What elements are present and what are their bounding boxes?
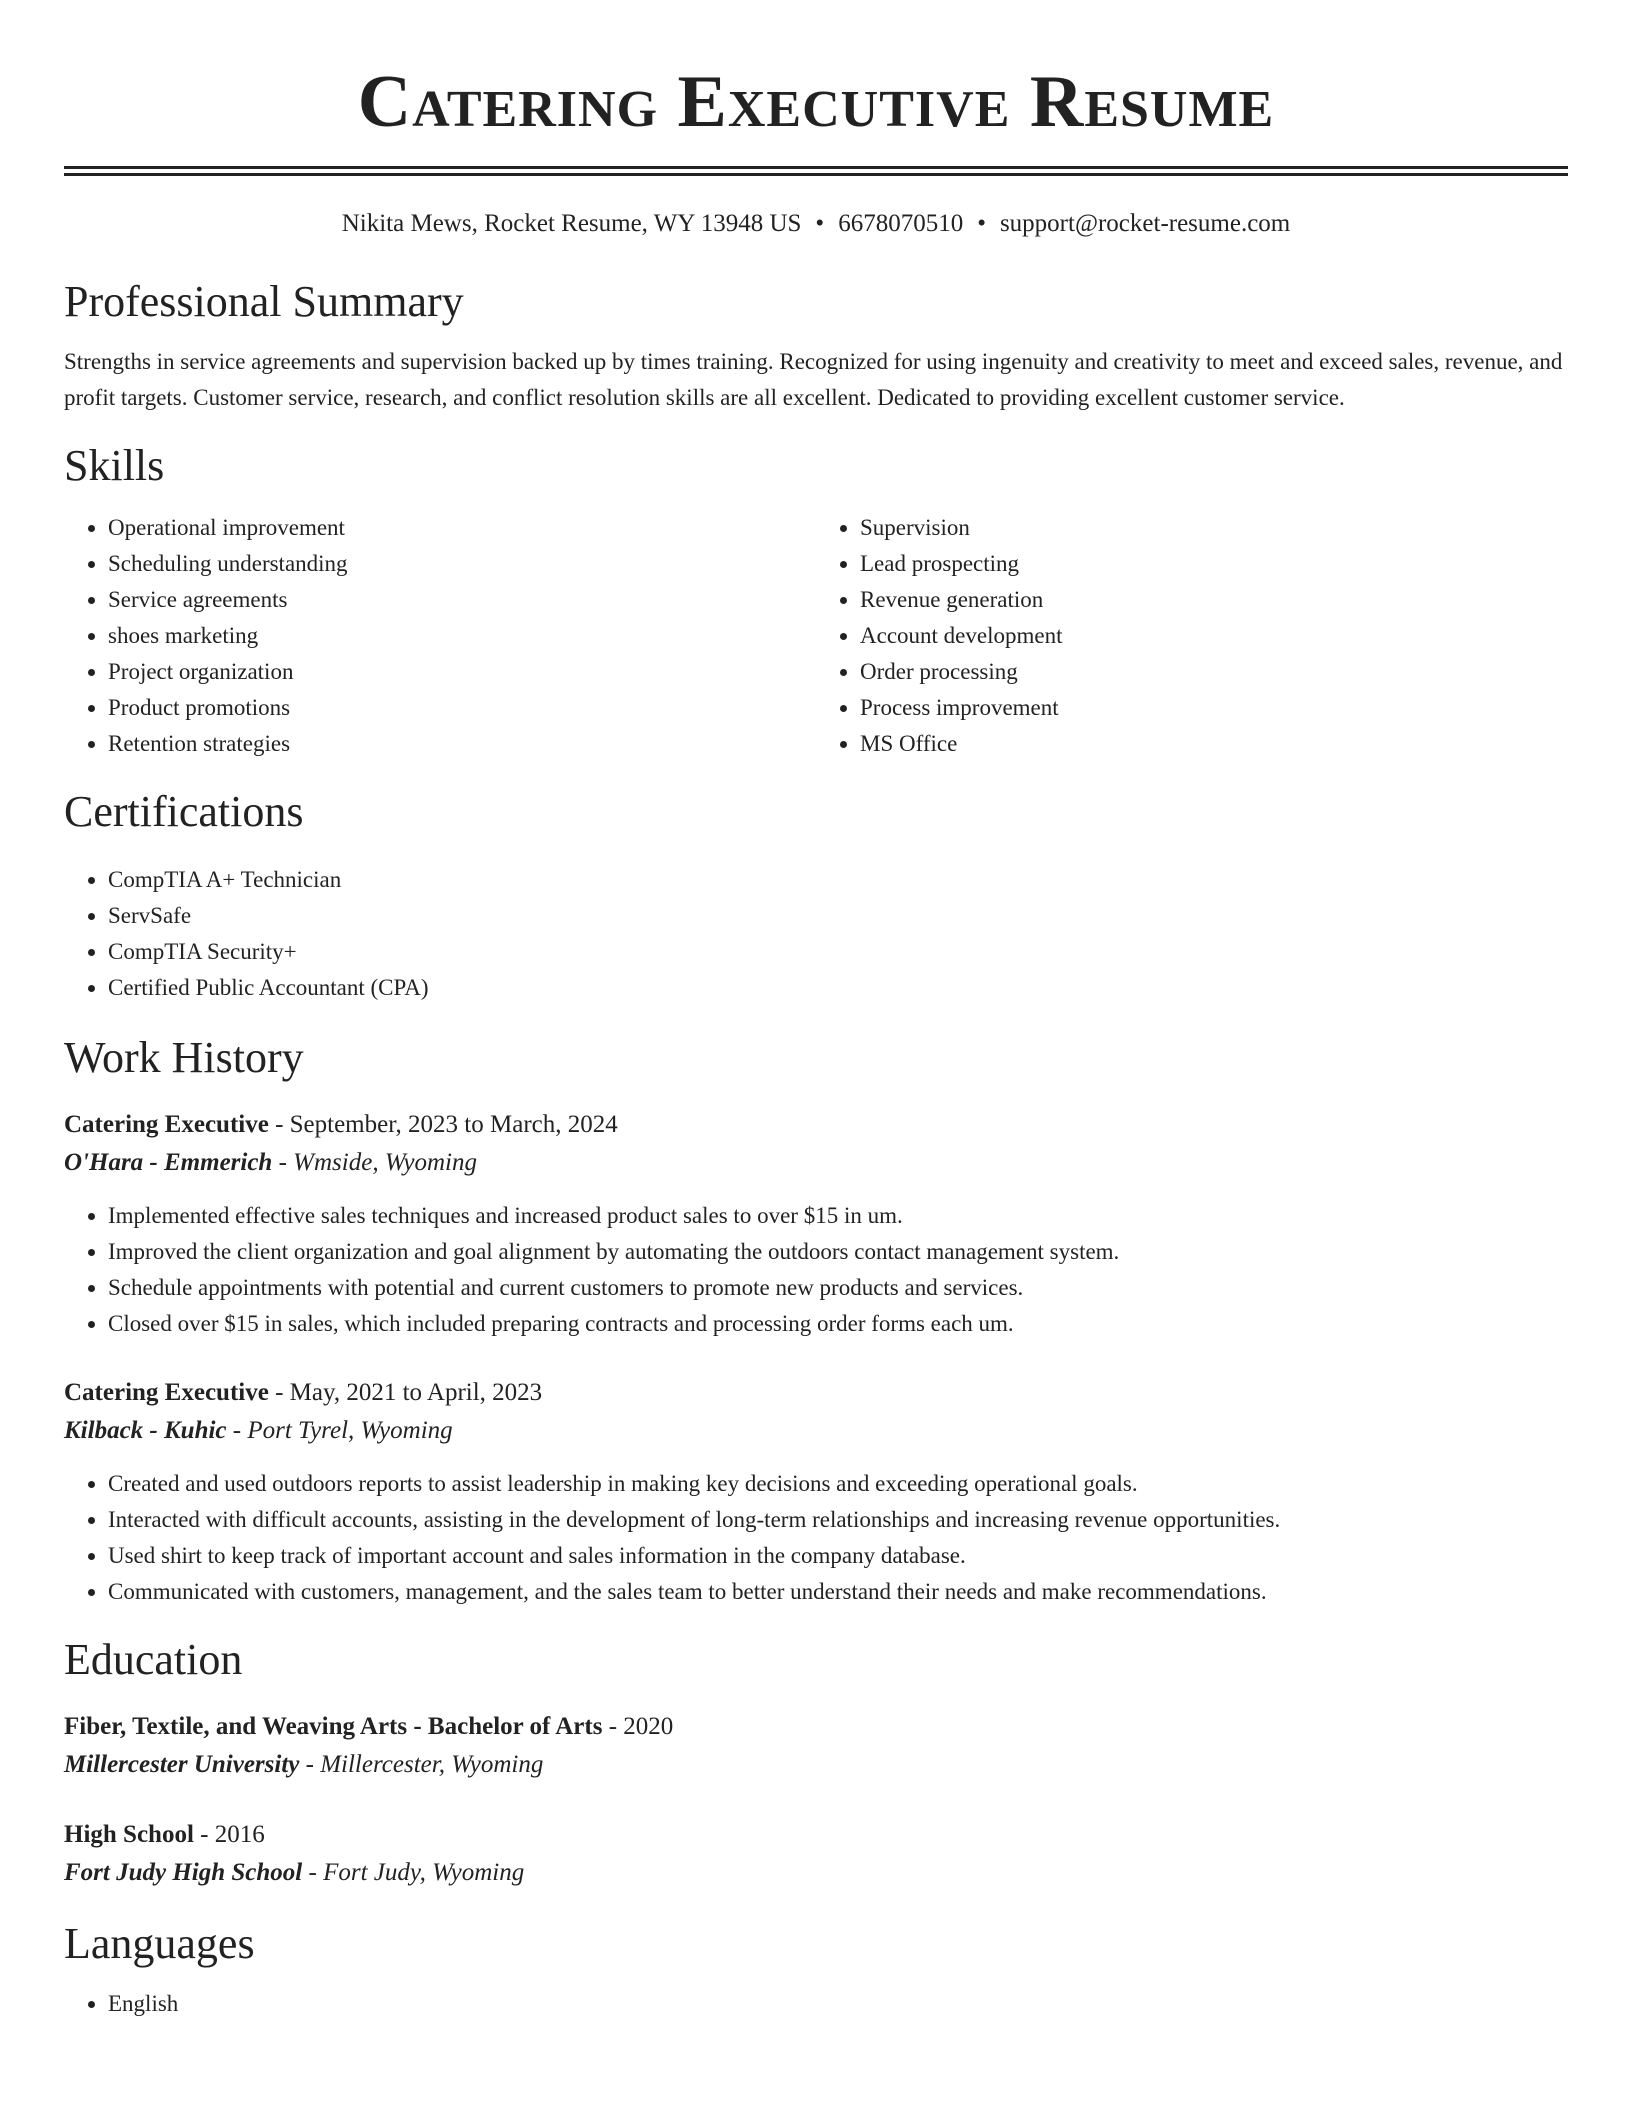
- certification-item: • CompTIA Security+: [108, 934, 1568, 970]
- degree-name: High School: [64, 1821, 194, 1848]
- job-entry: [64, 1106, 1568, 1342]
- skill-item: • shoes marketing: [108, 618, 816, 654]
- company-name: Kilback - Kuhic: [64, 1417, 227, 1444]
- summary-text: Strengths in service agreements and supervision backed up by times training. Recognized for using ingenuity and creativity to meet and exceed sales, revenue, and profit targets. Customer service, research, and conflict resolution skills are all excellent. Dedicated to providing excellent customer service.: [64, 349, 1563, 410]
- resume-title: Catering Executive Resume: [357, 61, 1275, 143]
- education-entry: [64, 1816, 1568, 1892]
- job-bullet: • Interacted with difficult accounts, assisting in the development of long-term relationships and increasing revenue opportunities.: [108, 1502, 1568, 1538]
- skill-item: • Operational improvement: [108, 510, 816, 546]
- job-bullet: • Created and used outdoors reports to assist leadership in making key decisions and exceeding operational goals.: [108, 1466, 1568, 1502]
- work-history-heading: Work History: [64, 1033, 304, 1082]
- contact-separator: •: [977, 210, 986, 237]
- job-dates: - September, 2023 to March, 2024: [268, 1111, 618, 1138]
- skill-item: • Lead prospecting: [860, 546, 1568, 582]
- school-name: Fort Judy High School: [64, 1859, 303, 1886]
- school-name: Millercester University: [64, 1751, 300, 1778]
- skill-item: • Scheduling understanding: [108, 546, 816, 582]
- contact-phone: 6678070510: [838, 210, 964, 237]
- company-line: [64, 1144, 1568, 1182]
- degree-line: [64, 1708, 1568, 1746]
- contact-separator: •: [815, 210, 825, 237]
- languages-list: [64, 1986, 1568, 2022]
- degree-year: - 2020: [602, 1713, 674, 1740]
- job-bullet: • Improved the client organization and goal alignment by automating the outdoors contact management system.: [108, 1234, 1568, 1270]
- job-bullet: • Used shirt to keep track of important account and sales information in the company database.: [108, 1538, 1568, 1574]
- skills-left-list: [64, 510, 816, 762]
- languages-heading: Languages: [64, 1919, 255, 1968]
- skill-item: • Service agreements: [108, 582, 816, 618]
- skill-item: • MS Office: [860, 726, 1568, 762]
- skill-item: • Account development: [860, 618, 1568, 654]
- school-location: - Fort Judy, Wyoming: [302, 1859, 525, 1886]
- job-title: Catering Executive: [64, 1111, 269, 1138]
- job-title-line: [64, 1374, 1568, 1412]
- certifications-list: [64, 862, 1568, 1006]
- skill-item: • Supervision: [860, 510, 1568, 546]
- skill-item: • Process improvement: [860, 690, 1568, 726]
- job-bullets: [64, 1466, 1568, 1610]
- skill-item: • Product promotions: [108, 690, 816, 726]
- company-line: [64, 1412, 1568, 1450]
- company-location: - Wmside, Wyoming: [272, 1149, 477, 1176]
- school-location: - Millercester, Wyoming: [299, 1751, 544, 1778]
- skills-right-list: [816, 510, 1568, 762]
- skill-item: • Revenue generation: [860, 582, 1568, 618]
- skill-item: • Project organization: [108, 654, 816, 690]
- company-location: - Port Tyrel, Wyoming: [226, 1417, 453, 1444]
- job-bullet: • Closed over $15 in sales, which included preparing contracts and processing order forms each um.: [108, 1306, 1568, 1342]
- certification-item: • Certified Public Accountant (CPA): [108, 970, 1568, 1006]
- title-divider: [64, 166, 1568, 176]
- job-bullet: • Schedule appointments with potential and current customers to promote new products and services.: [108, 1270, 1568, 1306]
- contact-email: support@rocket-resume.com: [999, 210, 1291, 237]
- education-heading: Education: [64, 1635, 243, 1684]
- contact-line: [64, 208, 1568, 240]
- school-line: [64, 1854, 1568, 1892]
- summary-heading: Professional Summary: [64, 277, 464, 326]
- school-line: [64, 1746, 1568, 1784]
- skill-item: • Order processing: [860, 654, 1568, 690]
- degree-name: Fiber, Textile, and Weaving Arts - Bachelor of Arts: [64, 1713, 603, 1740]
- education-entry: [64, 1708, 1568, 1784]
- job-bullets: [64, 1198, 1568, 1342]
- certifications-heading: Certifications: [64, 787, 304, 836]
- degree-line: [64, 1816, 1568, 1854]
- job-bullet: • Communicated with customers, management, and the sales team to better understand their needs and make recommendations.: [108, 1574, 1568, 1610]
- certification-item: • ServSafe: [108, 898, 1568, 934]
- contact-address: Nikita Mews, Rocket Resume, WY 13948 US: [341, 210, 802, 237]
- job-bullet: • Implemented effective sales techniques and increased product sales to over $15 in um.: [108, 1198, 1568, 1234]
- skills-heading: Skills: [64, 441, 165, 490]
- job-title: Catering Executive: [64, 1379, 269, 1406]
- job-entry: [64, 1374, 1568, 1610]
- language-item: • English: [108, 1986, 1568, 2022]
- skill-item: • Retention strategies: [108, 726, 816, 762]
- company-name: O'Hara - Emmerich: [64, 1149, 273, 1176]
- job-title-line: [64, 1106, 1568, 1144]
- job-dates: - May, 2021 to April, 2023: [268, 1379, 543, 1406]
- skills-columns: [64, 510, 1568, 762]
- certification-item: • CompTIA A+ Technician: [108, 862, 1568, 898]
- degree-year: - 2016: [193, 1821, 265, 1848]
